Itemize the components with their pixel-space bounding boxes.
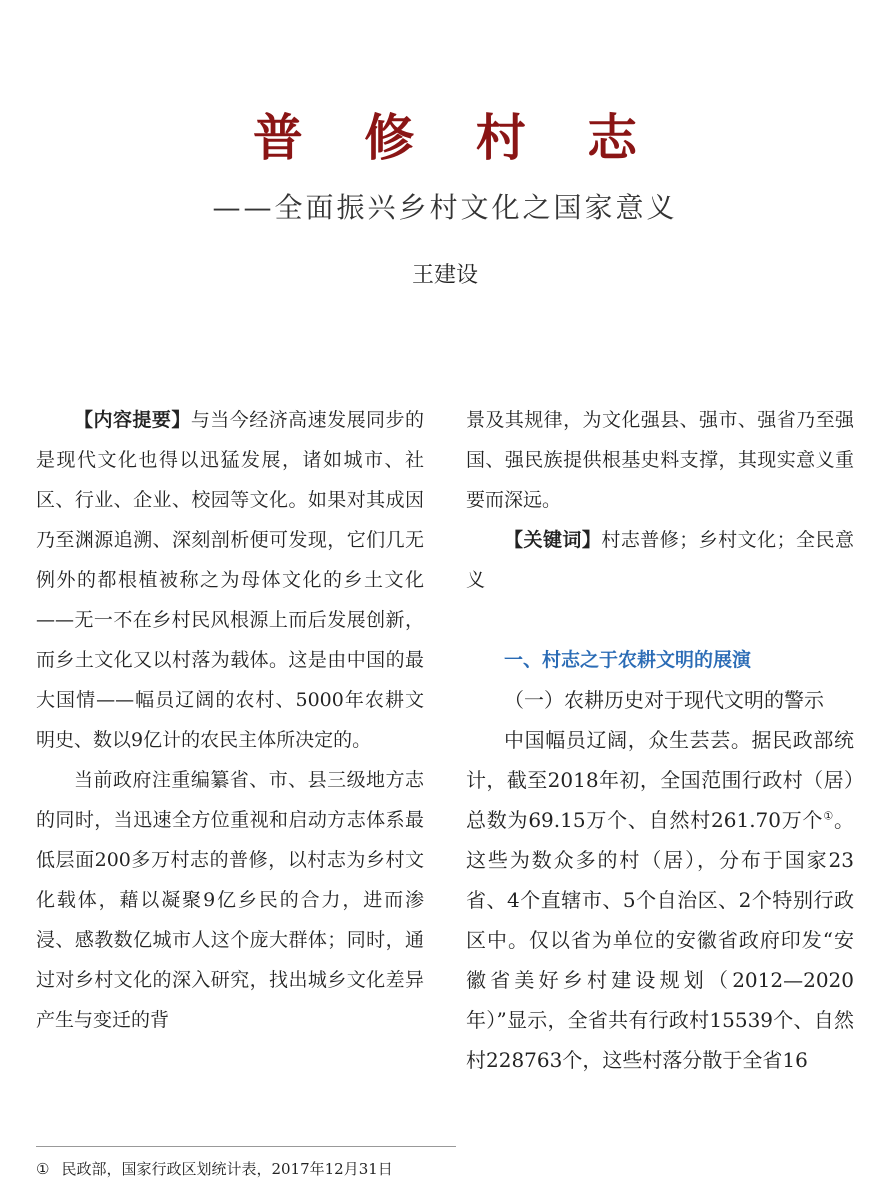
article-subtitle: ——全面振兴乡村文化之国家意义	[212, 191, 678, 224]
abstract-text-2: 当前政府注重编纂省、市、县三级地方志的同时，当迅速全方位重视和启动方志体系最低层面200多万村志的普修，以村志为乡村文化载体，藉以凝聚9亿乡民的合力，进而渗浸、感教数亿城市人这个庞大群体；同时，通过对乡村文化的深入研究，找出城乡文化差异产生与变迁的背	[36, 769, 424, 1031]
author-name: 王建设	[411, 263, 478, 288]
section-body-text-2: 。这些为数众多的村（居），分布于国家23省、4个直辖市、5个自治区、2个特别行政区中。仅以省为单位的安徽省政府印发“安徽省美好乡村建设规划（2012—2020年）”显示，全省共有行政村15539个、自然村228763个，这些村落分散于全省16	[466, 808, 854, 1072]
footnote-text: 民政部，国家行政区划统计表，2017年12月31日	[61, 1160, 393, 1178]
footnote-mark: ①	[36, 1160, 50, 1178]
footnote	[36, 1158, 393, 1179]
section-subheading: （一）农耕历史对于现代文明的警示	[504, 688, 824, 712]
abstract-continuation	[466, 400, 854, 520]
section-body-text: 中国幅员辽阔，众生芸芸。据民政部统计，截至2018年初，全国范围行政村（居）总数为69.15万个、自然村261.70万个	[466, 728, 854, 832]
keywords-paragraph	[466, 520, 854, 600]
section-body	[466, 720, 854, 1080]
abstract-paragraph	[36, 400, 424, 760]
abstract-text: 与当今经济高速发展同步的是现代文化也得以迅猛发展，诸如城市、社区、行业、企业、校园等文化。如果对其成因乃至渊源追溯、深刻剖析便可发现，它们几无例外的都根植被称之为母体文化的乡土文化——无一不在乡村民风根源上而后发展创新，而乡土文化又以村落为载体。这是由中国的最大国情——幅员辽阔的农村、5000年农耕文明史、数以9亿计的农民主体所决定的。	[36, 409, 424, 751]
abstract-label: 【内容提要】	[74, 409, 191, 431]
article-title: 普 修 村 志	[252, 108, 660, 167]
left-column	[36, 400, 424, 1040]
abstract-text-3: 景及其规律，为文化强县、强市、强省乃至强国、强民族提供根基史料支撑，其现实意义重要而深远。	[466, 409, 854, 511]
footnote-divider	[36, 1146, 456, 1147]
abstract-paragraph-2	[36, 760, 424, 1040]
footnote-reference[interactable]: ①	[823, 809, 834, 823]
keywords-text: 村志普修；乡村文化；全民意义	[466, 529, 854, 591]
keywords-label: 【关键词】	[504, 529, 602, 551]
right-column	[466, 400, 854, 1080]
section-heading: 一、村志之于农耕文明的展演	[504, 649, 752, 671]
